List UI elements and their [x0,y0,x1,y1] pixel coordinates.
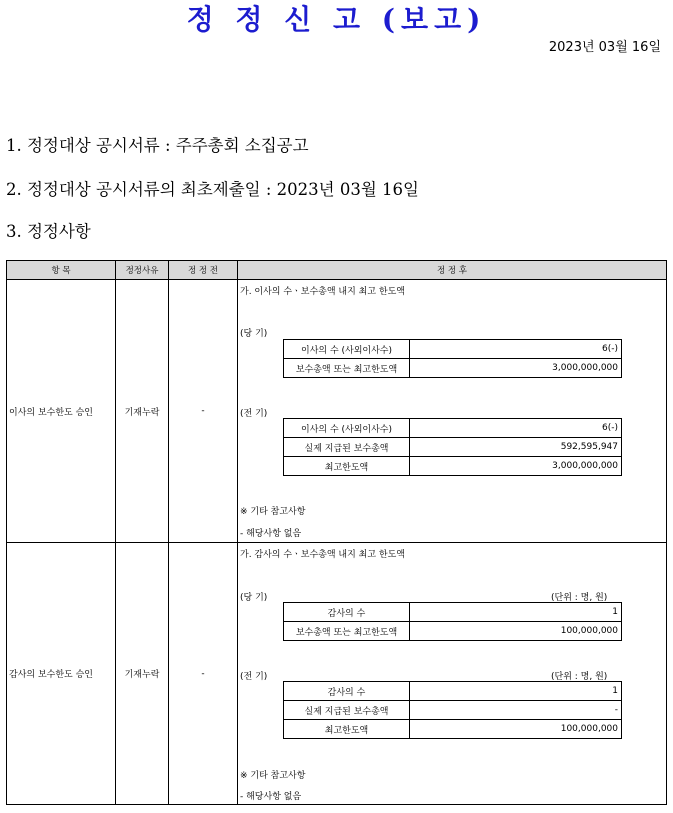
cell-value: 3,000,000,000 [410,457,622,476]
row-reason: 기재누락 [116,280,169,543]
cell-label: 최고한도액 [284,720,410,739]
prior-period-table [283,681,622,739]
document-date: 2023년 03월 16일 [548,40,661,55]
row-after [238,543,667,805]
table-row [284,457,622,476]
table-row [284,419,622,438]
prior-period-label: (전 기) [240,409,268,419]
cell-label: 이사의 수 (사외이사수) [284,340,410,359]
header-reason: 정정사유 [116,261,169,280]
row-before: - [169,280,238,543]
row-before: - [169,543,238,805]
prior-period-table [283,418,622,476]
table-row [284,340,622,359]
item-target-document: 1. 정정대상 공시서류 : 주주총회 소집공고 [6,136,309,155]
current-unit-label: (단위 : 명, 원) [551,593,608,603]
table-header-row [7,261,667,280]
current-period-label: (당 기) [240,329,268,339]
after-heading: 가. 이사의 수ㆍ보수총액 내지 최고 한도액 [240,287,405,297]
table-row-directors [7,280,667,543]
cell-value: 100,000,000 [410,622,622,641]
cell-label: 실제 지급된 보수총액 [284,438,410,457]
cell-value: 6(-) [410,340,622,359]
after-heading: 가. 감사의 수ㆍ보수총액 내지 최고 한도액 [240,550,405,560]
current-period-label: (당 기) [240,593,268,603]
cell-value: 1 [410,603,622,622]
cell-label: 이사의 수 (사외이사수) [284,419,410,438]
note-label: ※ 기타 참고사항 [240,771,306,781]
cell-value: 6(-) [410,419,622,438]
table-row [284,359,622,378]
table-row [284,438,622,457]
item-first-submission-date: 2. 정정대상 공시서류의 최초제출일 : 2023년 03월 16일 [6,180,419,199]
header-item: 항 목 [7,261,116,280]
table-row [284,720,622,739]
prior-period-label: (전 기) [240,672,268,682]
cell-label: 실제 지급된 보수총액 [284,701,410,720]
cell-value: - [410,701,622,720]
note-detail: - 해당사항 없음 [240,792,302,802]
cell-label: 최고한도액 [284,457,410,476]
cell-label: 보수총액 또는 최고한도액 [284,359,410,378]
row-reason: 기재누락 [116,543,169,805]
current-period-table [283,602,622,641]
cell-label: 감사의 수 [284,682,410,701]
note-label: ※ 기타 참고사항 [240,507,306,517]
cell-value: 592,595,947 [410,438,622,457]
prior-unit-label: (단위 : 명, 원) [551,672,608,682]
row-item: 감사의 보수한도 승인 [7,543,116,805]
document-title: 정 정 신 고 (보고) [186,3,487,36]
table-row [284,701,622,720]
table-row [284,603,622,622]
current-period-table [283,339,622,378]
cell-label: 보수총액 또는 최고한도액 [284,622,410,641]
cell-label: 감사의 수 [284,603,410,622]
note-detail: - 해당사항 없음 [240,529,302,539]
cell-value: 100,000,000 [410,720,622,739]
cell-value: 3,000,000,000 [410,359,622,378]
row-item: 이사의 보수한도 승인 [7,280,116,543]
cell-value: 1 [410,682,622,701]
row-after [238,280,667,543]
header-before: 정 정 전 [169,261,238,280]
table-row [284,622,622,641]
table-row [284,682,622,701]
table-row-auditors [7,543,667,805]
item-correction-details: 3. 정정사항 [6,222,91,241]
correction-table [6,260,667,805]
header-after: 정 정 후 [238,261,667,280]
